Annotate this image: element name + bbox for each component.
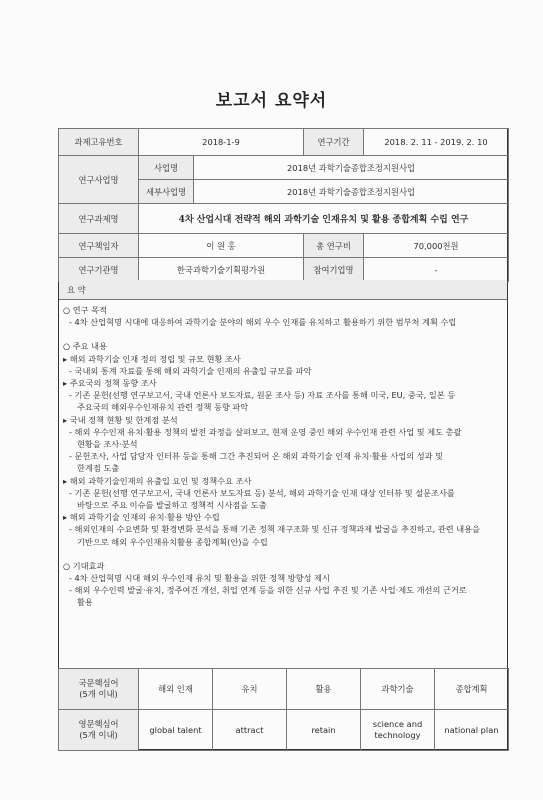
- task-label: 연구과제명: [59, 204, 139, 234]
- content-item-3: ▸ 국내 정책 현황 및 한계점 분석: [63, 414, 178, 425]
- korean-keyword: 활용: [287, 669, 361, 710]
- org-label: 연구기관명: [59, 258, 139, 282]
- content-item-1: ▸ 해외 과학기술 인재 정의 정립 및 규모 현황 조사: [63, 353, 241, 364]
- content-item-3-detail-1-cont: 현황을 조사·분석: [77, 439, 138, 450]
- org-value: 한국과학기술기획평가원: [139, 258, 304, 282]
- content-item-5: ▸ 해외 과학기술 인재의 유치·활용 방안 수립: [63, 512, 220, 523]
- budget-value: 70,000천원: [364, 234, 509, 258]
- korean-keyword: 과학기술: [361, 669, 435, 710]
- effect-item-2: - 해외 우수인력 발굴·유치, 정주여건 개선, 취업 연계 등을 위한 신규 사업 추진 및 기존 사업·제도 개선의 근거로: [69, 585, 467, 596]
- english-keyword: national plan: [435, 710, 509, 751]
- content-item-5-detail-cont: 기반으로 해외 우수인재유치활용 종합계획(안)을 수립: [77, 536, 268, 547]
- lead-label: 연구책임자: [59, 234, 139, 258]
- effect-item-1: - 4차 산업혁명 시대 해외 우수인재 유치 및 활용을 위한 정책 방향성 제시: [69, 573, 330, 584]
- english-keywords-label: 영문핵심어 (5개 이내): [59, 710, 139, 751]
- effect-item-2-cont: 활용: [77, 597, 93, 608]
- keyword-table: [58, 668, 509, 751]
- content-item-4-detail-cont: 바탕으로 주요 이슈를 발굴하고 정책적 시사점을 도출: [77, 500, 267, 511]
- korean-keyword: 유치: [213, 669, 287, 710]
- effect-heading: ○ 기대효과: [63, 560, 105, 571]
- english-keyword: science and technology: [361, 710, 435, 751]
- korean-keywords-label: 국문핵심어 (5개 이내): [59, 669, 139, 710]
- business-label: 연구사업명: [59, 156, 139, 204]
- english-keyword: retain: [287, 710, 361, 751]
- summary-body: [63, 304, 503, 609]
- korean-keyword: 종합계획: [435, 669, 509, 710]
- content-item-3-detail-2: - 문헌조사, 사업 담당자 인터뷰 등을 통해 그간 추진되어 온 해외 과학기술 인재 유치·활용 사업의 성과 및: [69, 451, 444, 462]
- english-keyword: global talent: [139, 710, 213, 751]
- content-item-3-detail-2-cont: 한계점 도출: [77, 463, 120, 474]
- business-name-value: 2018년 과학기술종합조정지원사업: [194, 156, 509, 180]
- info-table: [58, 128, 509, 282]
- lead-value: 이 원 홍: [139, 234, 304, 258]
- period-value: 2018. 2. 11 - 2019. 2. 10: [364, 129, 509, 156]
- partner-value: -: [364, 258, 509, 282]
- content-item-1-detail: - 국내외 통계 자료를 통해 해외 과학기술 인재의 유출입 규모를 파악: [69, 365, 312, 376]
- content-item-5-detail: - 해외인재의 수요변화 및 환경변화 분석을 통해 기존 정책 재구조화 및 신규 정책과제 발굴을 추진하고, 관련 내용을: [69, 524, 481, 535]
- korean-keyword: 해외 인재: [139, 669, 213, 710]
- purpose-item: - 4차 산업혁명 시대에 대응하여 과학기술 분야의 해외 우수 인재를 유치하고 활용하기 위한 범부처 계획 수립: [69, 317, 457, 328]
- task-value: 4차 산업시대 전략적 해외 과학기술 인재유치 및 활용 종합계획 수립 연구: [139, 204, 509, 234]
- project-no-label: 과제고유번호: [59, 129, 139, 156]
- sub-business-label: 세부사업명: [139, 180, 194, 204]
- content-item-3-detail-1: - 해외 우수인재 유치·활용 정책의 발전 과정을 살펴보고, 현재 운영 중인 해외 우수인재 관련 사업 및 제도 총괄: [69, 426, 462, 437]
- content-item-2-detail-cont: 주요국의 해외우수인재유치 관련 정책 동향 파악: [77, 402, 249, 413]
- budget-label: 총 연구비: [304, 234, 364, 258]
- purpose-heading: ○ 연구 목적: [63, 305, 107, 315]
- content-heading: ○ 주요 내용: [63, 341, 107, 352]
- summary-header: 요 약: [59, 280, 507, 300]
- partner-label: 참여기업명: [304, 258, 364, 282]
- content-item-2-detail: - 기존 문헌(선행 연구보고서, 국내 언론사 보도자료, 원문 조사 등) 자료 조사를 통해 미국, EU, 중국, 일본 등: [69, 390, 456, 401]
- content-item-2: ▸ 주요국의 정책 동향 조사: [63, 378, 157, 389]
- content-item-4-detail: - 기존 문헌(선행 연구보고서, 국내 언론사 보도자료 등) 분석, 해외 과학기술 인재 대상 인터뷰 및 설문조사를: [69, 487, 455, 498]
- content-item-4: ▸ 해외 과학기술인재의 유출입 요인 및 정책수요 조사: [63, 475, 252, 486]
- period-label: 연구기간: [304, 129, 364, 156]
- sub-business-value: 2018년 과학기술종합조정지원사업: [194, 180, 509, 204]
- project-no-value: 2018-1-9: [139, 129, 304, 156]
- report-title: 보고서 요약서: [215, 91, 328, 111]
- business-name-label: 사업명: [139, 156, 194, 180]
- english-keyword: attract: [213, 710, 287, 751]
